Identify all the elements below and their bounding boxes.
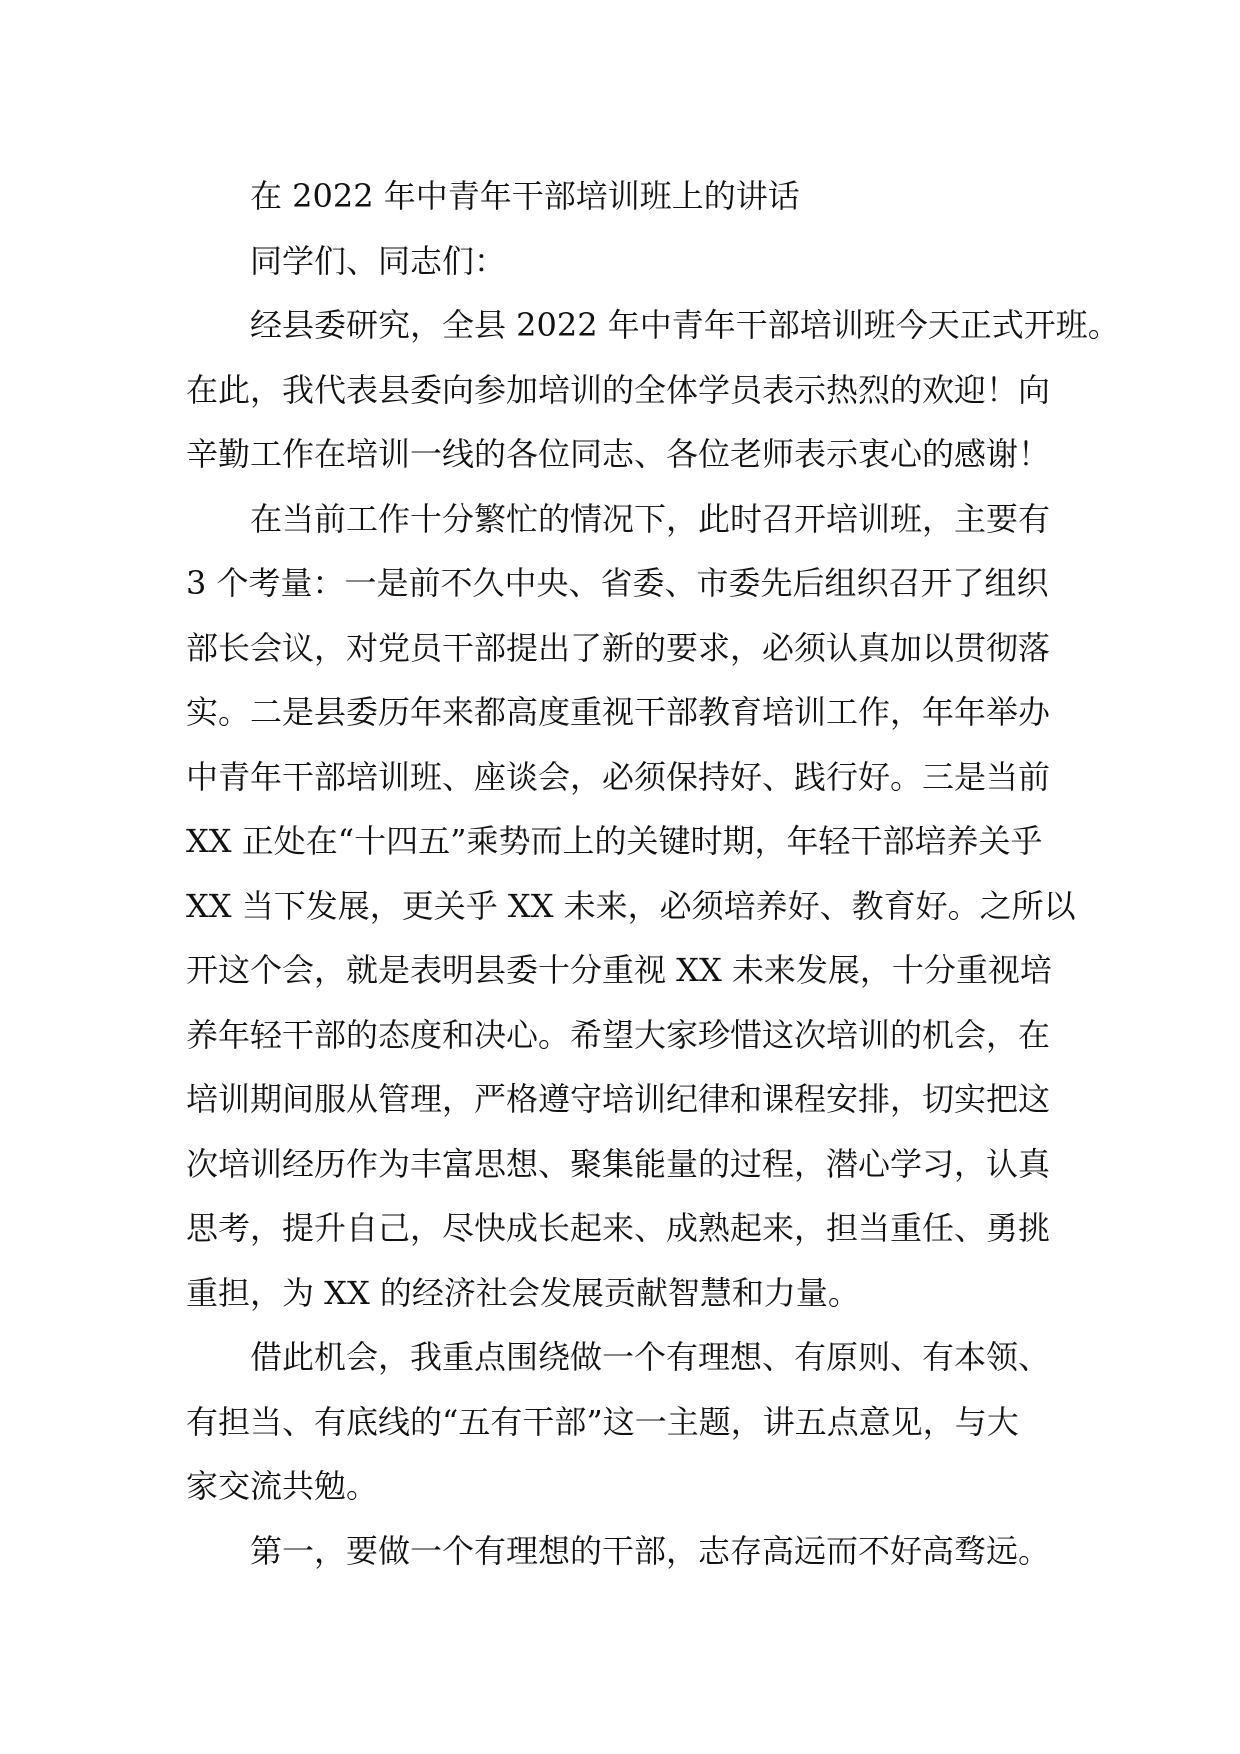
paragraph-line: 第一，要做一个有理想的干部，志存高远而不好高骛远。 bbox=[250, 1531, 1051, 1570]
document-title: 在 2022 年中青年干部培训班上的讲话 bbox=[250, 177, 800, 215]
paragraph-line: 辛勤工作在培训一线的各位同志、各位老师表示衷心的感谢！ bbox=[186, 435, 1051, 473]
paragraph-line: 养年轻干部的态度和决心。希望大家珍惜这次培训的机会，在 bbox=[186, 1015, 1051, 1054]
paragraph-line: 思考，提升自己，尽快成长起来、成熟起来，担当重任、勇挑 bbox=[186, 1209, 1051, 1247]
paragraph-4 bbox=[186, 1519, 1066, 1584]
paragraph-line: 中青年干部培训班、座谈会，必须保持好、践行好。三是当前 bbox=[186, 757, 1051, 796]
paragraph-line: 有担当、有底线的“五有干部”这一主题，讲五点意见，与大 bbox=[186, 1402, 1019, 1441]
document-body bbox=[186, 164, 1120, 1583]
salutation: 同学们、同志们： bbox=[250, 241, 507, 280]
paragraph-2 bbox=[186, 487, 1076, 1326]
paragraph-line: XX 正处在“十四五”乘势而上的关键时期，年轻干部培养关乎 bbox=[186, 822, 1043, 860]
paragraph-line: 借此机会，我重点围绕做一个有理想、有原则、有本领、 bbox=[250, 1338, 1051, 1376]
paragraph-line: 开这个会，就是表明县委十分重视 XX 未来发展，十分重视培 bbox=[186, 951, 1052, 989]
paragraph-line: XX 当下发展，更关乎 XX 未来，必须培养好、教育好。之所以 bbox=[186, 886, 1076, 925]
paragraph-1 bbox=[186, 293, 1120, 487]
paragraph-line: 3 个考量：一是前不久中央、省委、市委先后组织召开了组织 bbox=[186, 564, 1049, 602]
paragraph-line: 部长会议，对党员干部提出了新的要求，必须认真加以贯彻落 bbox=[186, 628, 1051, 667]
paragraph-line: 在此，我代表县委向参加培训的全体学员表示热烈的欢迎！向 bbox=[186, 370, 1051, 409]
paragraph-line: 实。二是县委历年来都高度重视干部教育培训工作，年年举办 bbox=[186, 693, 1051, 731]
paragraph-line: 家交流共勉。 bbox=[186, 1467, 379, 1505]
paragraph-line: 次培训经历作为丰富思想、聚集能量的过程，潜心学习，认真 bbox=[186, 1144, 1051, 1183]
paragraph-3 bbox=[186, 1325, 1066, 1519]
paragraph-line: 在当前工作十分繁忙的情况下，此时召开培训班，主要有 bbox=[250, 499, 1051, 538]
paragraph-line: 重担，为 XX 的经济社会发展贡献智慧和力量。 bbox=[186, 1273, 860, 1312]
paragraph-line: 经县委研究，全县 2022 年中青年干部培训班今天正式开班。 bbox=[250, 306, 1120, 344]
paragraph-line: 培训期间服从管理，严格遵守培训纪律和课程安排，切实把这 bbox=[186, 1080, 1051, 1118]
